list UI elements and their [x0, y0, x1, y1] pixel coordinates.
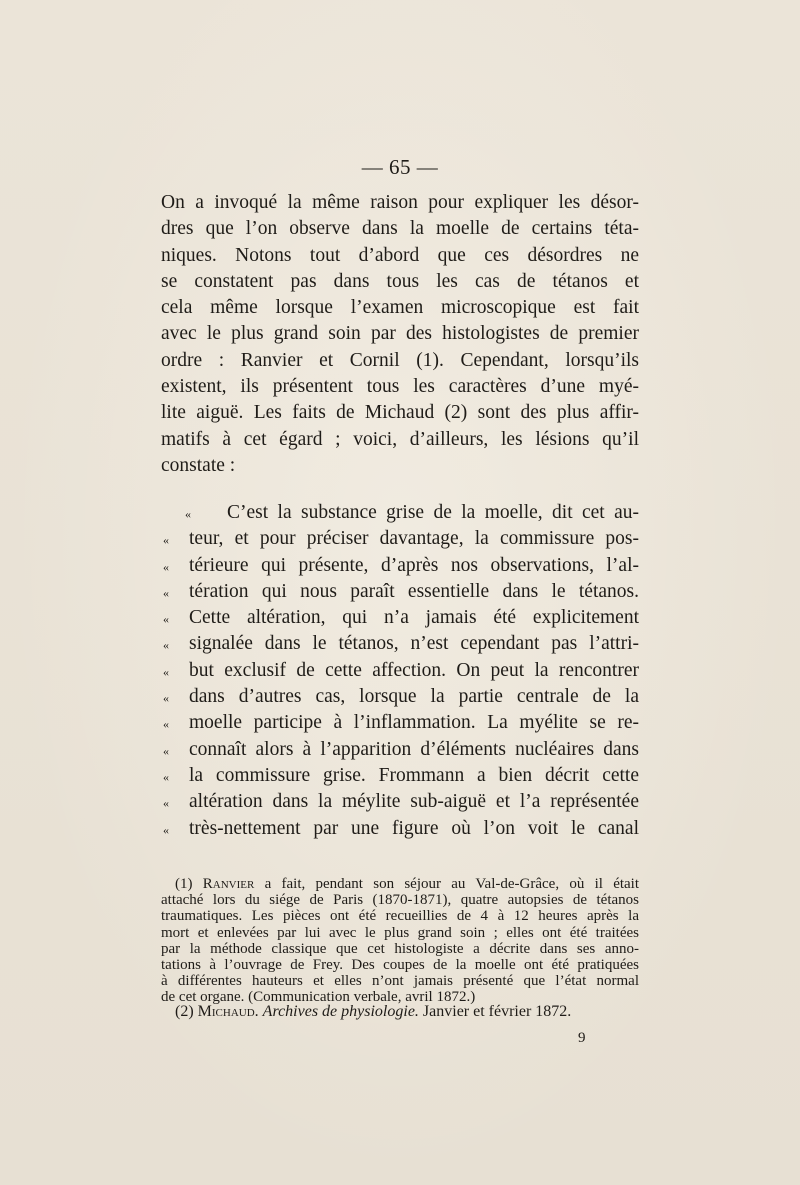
quote-text: signalée dans le tétanos, n’est cependant pas l’attri-: [189, 633, 639, 655]
footnote-line: traumatiques. Les pièces ont été recueillies de 4 à 12 heures après la: [161, 908, 639, 925]
quote-text: la commissure grise. Frommann a bien décrit cette: [189, 764, 639, 786]
footnote-author: Ranvier: [202, 876, 255, 892]
text-line: se constatent pas dans tous les cas de tétanos et: [161, 270, 639, 292]
text-line: On a invoqué la même raison pour expliquer les désor-: [161, 192, 639, 213]
signature-mark: 9: [578, 1030, 586, 1046]
text-line: niques. Notons tout d’abord que ces désordres ne: [161, 244, 639, 266]
quote-line: [161, 710, 639, 736]
guillemet: «: [163, 717, 169, 732]
footnote-line: mort et enlevées par lui avec le plus grand soin ; elles ont été traitées: [161, 924, 639, 941]
quote-line: [161, 500, 639, 526]
text-line: existent, ils présentent tous les caractères d’une myé-: [161, 376, 639, 398]
guillemet: «: [163, 585, 169, 600]
guillemet: «: [163, 664, 169, 679]
quote-text: dans d’autres cas, lorsque la partie centrale de la: [189, 686, 639, 708]
footnote-text: Janvier et février 1872.: [418, 1003, 572, 1020]
guillemet: «: [163, 559, 169, 574]
quote-line: [161, 763, 639, 789]
text-line: avec le plus grand soin par des histologistes de premier: [161, 323, 639, 345]
quote-line: [161, 553, 639, 579]
quote-line: [161, 579, 639, 605]
guillemet: «: [163, 612, 169, 627]
text-line: dres que l’on observe dans la moelle de certains téta-: [161, 218, 639, 240]
guillemet: «: [163, 533, 169, 548]
quote-line: [161, 684, 639, 710]
quote-text: très-nettement par une figure où l’on voit le canal: [189, 817, 639, 839]
quote-text: Cette altération, qui n’a jamais été explicitement: [189, 607, 639, 629]
guillemet: «: [185, 507, 191, 521]
quote-text: connaît alors à l’apparition d’éléments nucléaires dans: [189, 738, 639, 760]
quote-line: [161, 789, 639, 815]
quote-text: altération dans la méylite sub-aiguë et l’a représentée: [189, 791, 639, 813]
guillemet: «: [163, 743, 169, 758]
body-paragraph-1: [161, 190, 639, 479]
quote-line: [161, 816, 639, 842]
quote-line: [161, 737, 639, 763]
quote-line: [161, 658, 639, 684]
footnote-2: [175, 1003, 571, 1021]
quote-text: tération qui nous paraît essentielle dans le tétanos.: [189, 580, 639, 602]
text-line: cela même lorsque l’examen microscopique est fait: [161, 297, 639, 319]
footnote-line: de cet organe. (Communication verbale, avril 1872.): [161, 989, 476, 1006]
text-line: constate :: [161, 454, 236, 476]
footnote-line: par la méthode classique que cet histologiste a décrite dans ses anno-: [161, 940, 639, 957]
quote-line: [161, 631, 639, 657]
quote-text: but exclusif de cette affection. On peut la rencontrer: [189, 659, 639, 681]
quote-text: teur, et pour préciser davantage, la commissure pos-: [189, 528, 639, 550]
footnote-line: attaché lors du siége de Paris (1870-1871), quatre autopsies de tétanos: [161, 892, 639, 909]
guillemet: «: [163, 822, 169, 837]
guillemet: «: [163, 691, 169, 706]
guillemet: «: [163, 769, 169, 784]
guillemet: «: [163, 638, 169, 653]
footnote-line: [161, 876, 639, 892]
quote-text: moelle participe à l’inflammation. La myélite se re-: [189, 712, 639, 734]
text-line: ordre : Ranvier et Cornil (1). Cependant, lorsqu’ils: [161, 349, 639, 371]
footnote-journal-title: Archives de physiologie.: [262, 1003, 419, 1020]
quote-line: [161, 526, 639, 552]
quote-line: [161, 605, 639, 631]
page-number: — 65 —: [361, 155, 439, 179]
footnote-line: tations à l’ouvrage de Frey. Des coupes de la moelle ont été pratiquées: [161, 956, 639, 973]
footnote-1: [161, 876, 639, 1006]
footnote-line: à différentes hauteurs et elles n’ont jamais présenté que l’état normal: [161, 973, 639, 990]
footnote-author: Michaud.: [197, 1003, 259, 1020]
guillemet: «: [163, 796, 169, 811]
quote-text: C’est la substance grise de la moelle, dit cet au-: [227, 502, 639, 523]
quotation-block: [161, 500, 639, 842]
footnote-text: a fait, pendant son séjour au Val-de-Grâce, où il était: [254, 876, 640, 892]
footnote-label: (2): [175, 1003, 194, 1020]
text-line: lite aiguë. Les faits de Michaud (2) sont des plus affir-: [161, 402, 639, 424]
footnote-label: (1): [175, 876, 193, 892]
text-line: matifs à cet égard ; voici, d’ailleurs, les lésions qu’il: [161, 428, 639, 450]
quote-text: térieure qui présente, d’après nos observations, l’al-: [189, 554, 639, 576]
